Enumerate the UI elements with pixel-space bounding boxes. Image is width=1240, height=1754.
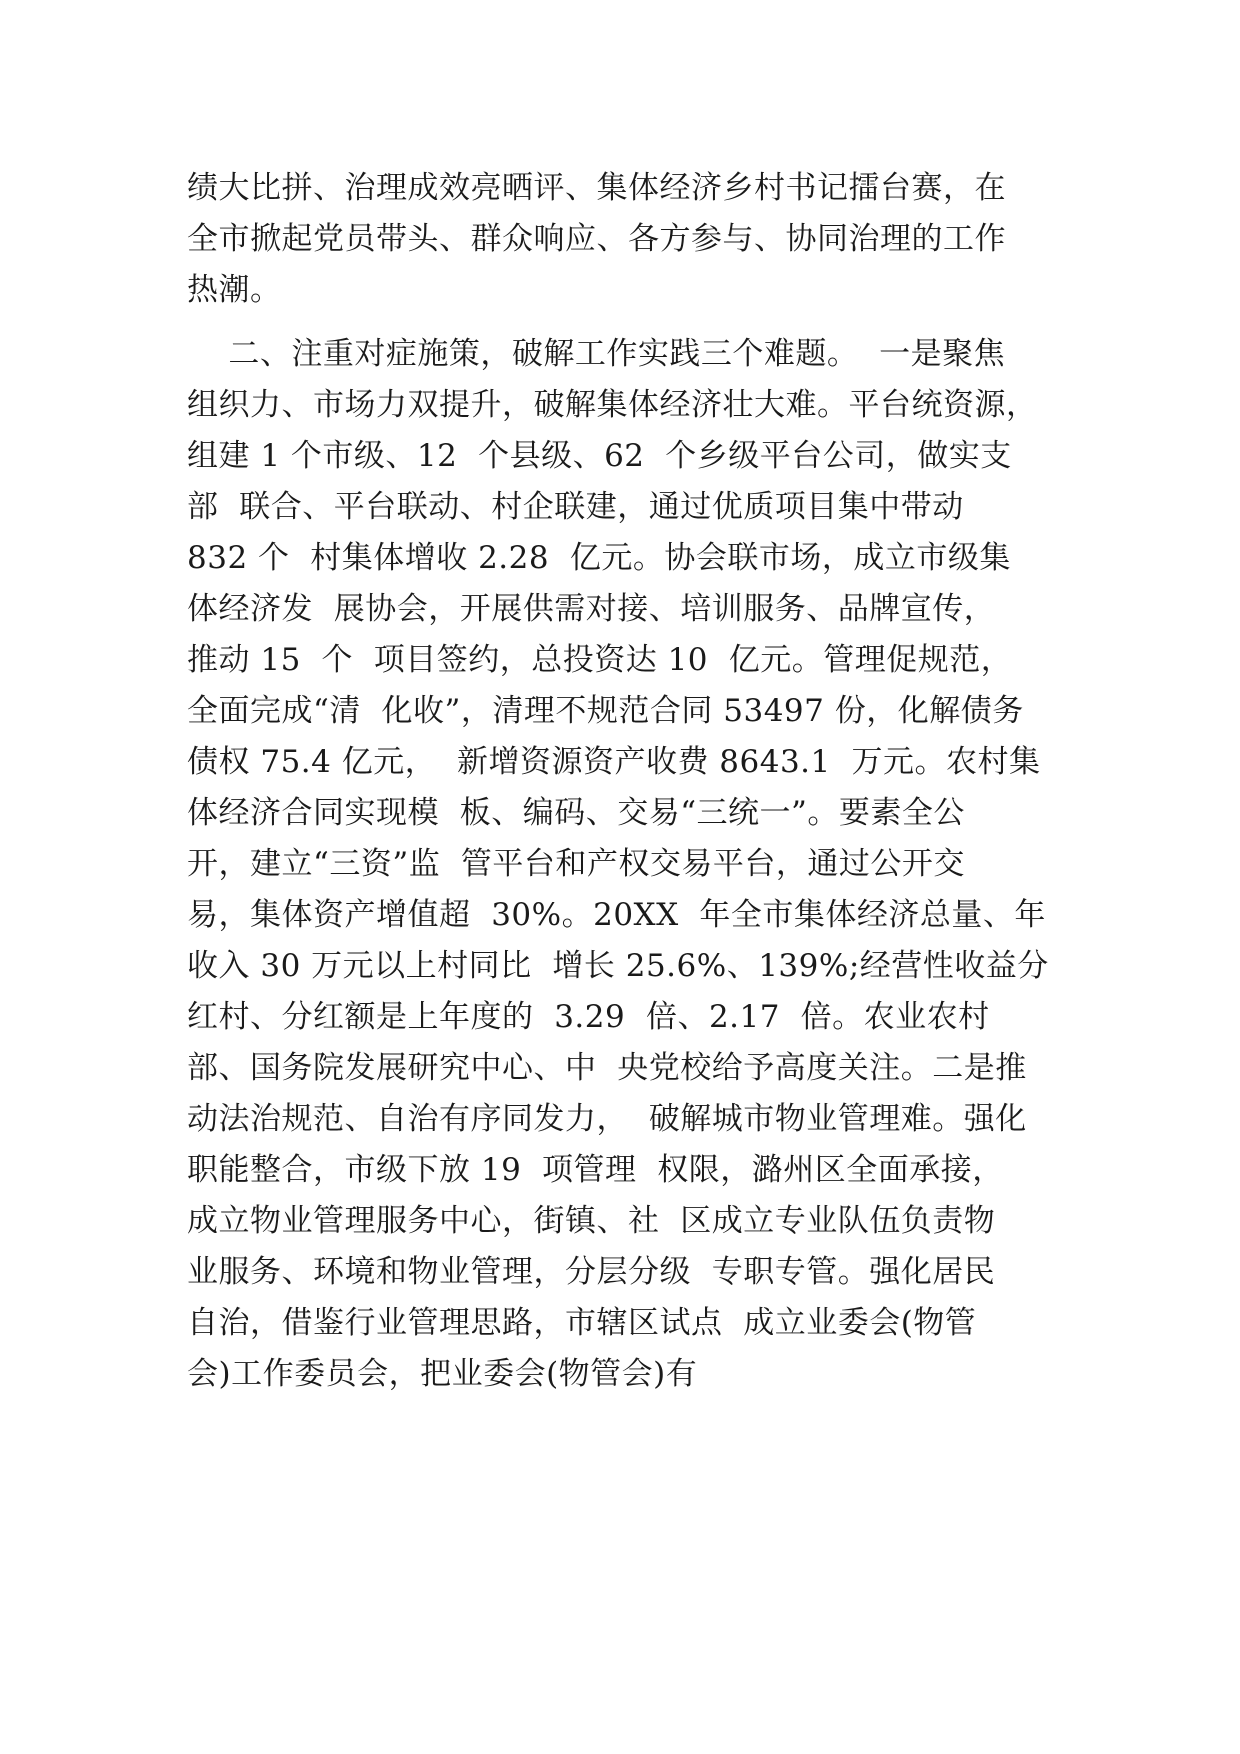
text-line: 组建 1 个市级、12 个县级、62 个乡级平台公司，做实支 xyxy=(187,438,1012,474)
paragraph-section-two xyxy=(187,329,1067,1400)
document-body xyxy=(187,163,1067,1400)
text-line: 职能整合，市级下放 19 项管理 权限，潞州区全面承接， xyxy=(187,1152,1004,1188)
text-line: 部、国务院发展研究中心、中 央党校给予高度关注。二是推 xyxy=(187,1050,1027,1086)
text-line: 收入 30 万元以上村同比 增长 25.6%、139%;经营性收益分 xyxy=(187,948,1049,984)
text-line: 动法治规范、自治有序同发力， 破解城市物业管理难。强化 xyxy=(187,1101,1027,1137)
text-line: 自治，借鉴行业管理思路，市辖区试点 成立业委会(物管 xyxy=(187,1305,977,1341)
text-line: 体经济合同实现模 板、编码、交易“三统一”。要素全公 xyxy=(187,795,965,831)
text-line: 热潮。 xyxy=(187,272,282,308)
text-line: 红村、分红额是上年度的 3.29 倍、2.17 倍。农业农村 xyxy=(187,999,990,1035)
text-line: 推动 15 个 项目签约，总投资达 10 亿元。管理促规范， xyxy=(187,642,1013,678)
paragraph-continuation xyxy=(187,163,1067,316)
text-line: 832 个 村集体增收 2.28 亿元。协会联市场，成立市级集 xyxy=(187,540,1011,576)
text-line: 体经济发 展协会，开展供需对接、培训服务、品牌宣传， xyxy=(187,591,996,627)
text-line: 开，建立“三资”监 管平台和产权交易平台，通过公开交 xyxy=(187,846,965,882)
text-line: 二、注重对症施策，破解工作实践三个难题。 一是聚焦 xyxy=(187,336,1006,372)
paragraph-spacer xyxy=(187,316,1067,329)
text-line: 全面完成“清 化收”，清理不规范合同 53497 份，化解债务 xyxy=(187,693,1024,729)
text-line: 组织力、市场力双提升，破解集体经济壮大难。平台统资源， xyxy=(187,387,1038,423)
text-line: 绩大比拼、治理成效亮晒评、集体经济乡村书记擂台赛，在 xyxy=(187,170,1006,206)
text-line: 债权 75.4 亿元， 新增资源资产收费 8643.1 万元。农村集 xyxy=(187,744,1041,780)
text-line: 易，集体资产增值超 30%。20XX 年全市集体经济总量、年 xyxy=(187,897,1046,933)
text-line: 会)工作委员会，把业委会(物管会)有 xyxy=(187,1356,698,1392)
text-line: 业服务、环境和物业管理，分层分级 专职专管。强化居民 xyxy=(187,1254,996,1290)
text-line: 全市掀起党员带头、群众响应、各方参与、协同治理的工作 xyxy=(187,221,1006,257)
text-line: 成立物业管理服务中心，街镇、社 区成立专业队伍负责物 xyxy=(187,1203,996,1239)
text-line: 部 联合、平台联动、村企联建，通过优质项目集中带动 xyxy=(187,489,964,525)
